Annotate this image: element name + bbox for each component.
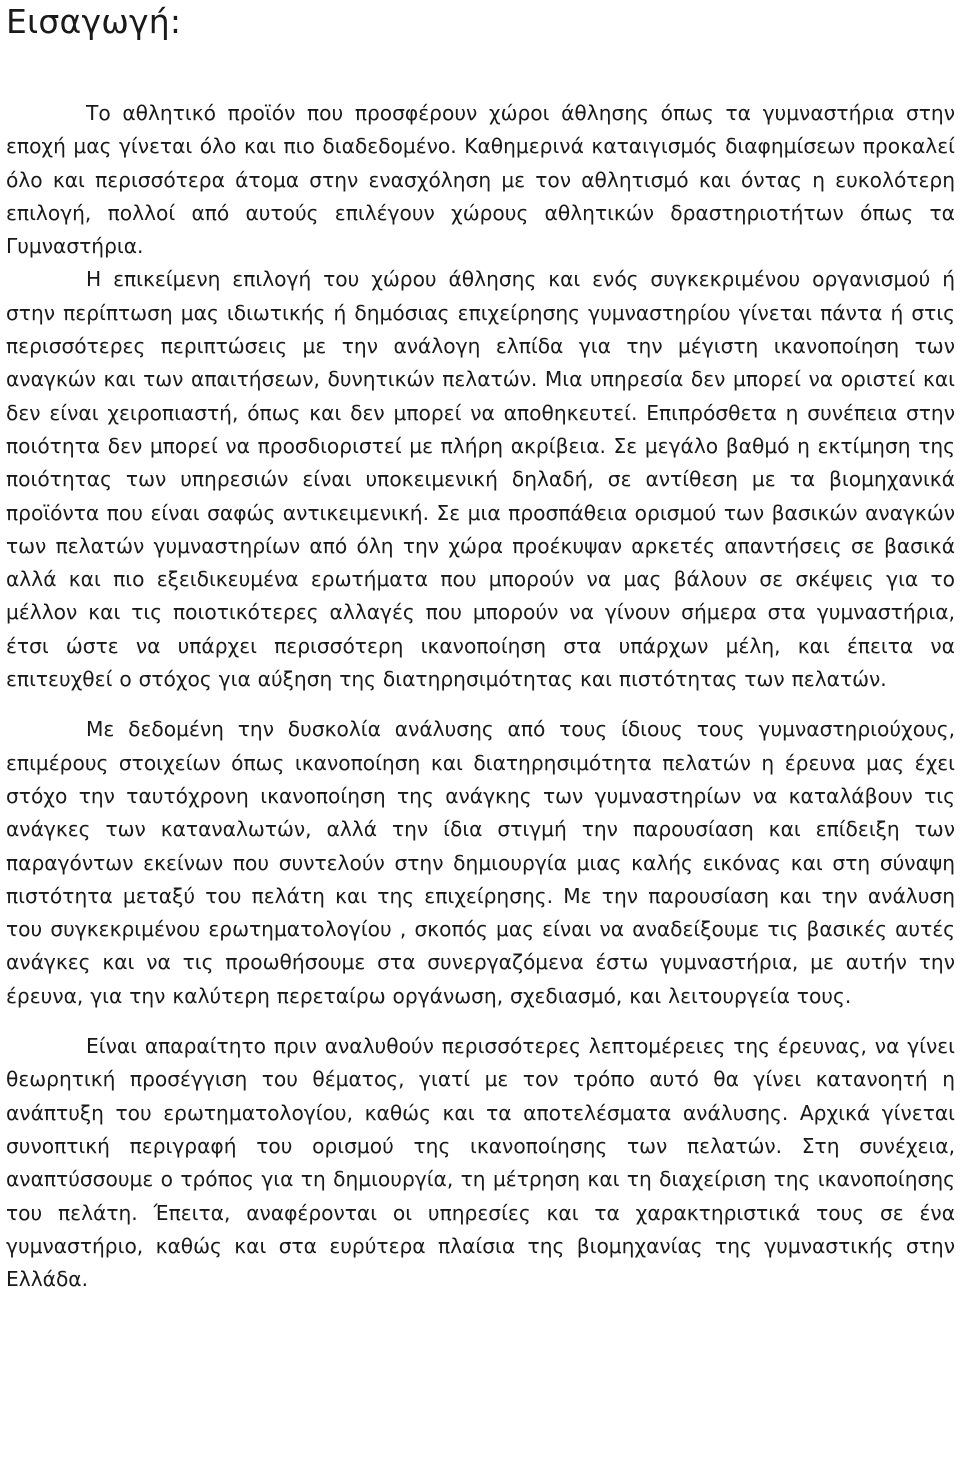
paragraph-2: Η επικείμενη επιλογή του χώρου άθλησης και ενός συγκεκριμένου οργανισμού ή στην περίπτωση μας ιδιωτικής ή δημόσιας επιχείρησης γυμναστηρίου γίνεται πάντα ή στις περισσότερες περιπτώσεις με την ανάλογη ελπίδα για την μέγιστη ικανοποίηση των αναγκών και των απαιτήσεων, δυνητικών πελατών. Μια υπηρεσία δεν μπορεί να οριστεί και δεν είναι χειροπιαστή, όπως και δεν μπορεί να αποθηκευτεί. Επιπρόσθετα η συνέπεια στην ποιότητα δεν μπορεί να προσδιοριστεί με πλήρη ακρίβεια. Σε μεγάλο βαθμό η εκτίμηση της ποιότητας των υπηρεσιών είναι υποκειμενική δηλαδή, σε αντίθεση με τα βιομηχανικά προϊόντα που είναι σαφώς αντικειμενική. Σε μια προσπάθεια ορισμού των βασικών αναγκών των πελατών γυμναστηρίων από όλη την χώρα προέκυψαν αρκετές απαντήσεις σε βασικά αλλά και πιο εξειδικευμένα ερωτήματα που μπορούν να μας βάλουν σε σκέψεις για το μέλλον και τις ποιοτικότερες αλλαγές που μπορούν να γίνουν σήμερα στα γυμναστήρια, έτσι ώστε να υπάρχει περισσότερη ικανοποίηση στα υπάρχων μέλη, και έπειτα να επιτευχθεί ο στόχος για αύξηση της διατηρησιμότητας και πιστότητας των πελατών. bbox=[6, 267, 955, 692]
paragraph-4: Είναι απαραίτητο πριν αναλυθούν περισσότερες λεπτομέρειες της έρευνας, να γίνει θεωρητική προσέγγιση του θέματος, γιατί με τον τρόπο αυτό θα γίνει κατανοητή η ανάπτυξη του ερωτηματολογίου, καθώς και τα αποτελέσματα ανάλυσης. Αρχικά γίνεται συνοπτική περιγραφή του ορισμού της ικανοποίησης των πελατών. Στη συνέχεια, αναπτύσσουμε ο τρόπος για τη δημιουργία, τη μέτρηση και τη διαχείριση της ικανοποίησης του πελάτη. Έπειτα, αναφέρονται οι υπηρεσίες και τα χαρακτηριστικά τους σε ένα γυμναστήριο, καθώς και στα ευρύτερα πλαίσια της βιομηχανίας της γυμναστικής στην Ελλάδα. bbox=[6, 1034, 955, 1292]
document-page bbox=[6, 0, 955, 1296]
page-title: Εισαγωγή: bbox=[6, 2, 182, 41]
paragraph-1: Το αθλητικό προϊόν που προσφέρουν χώροι άθλησης όπως τα γυμναστήρια στην εποχή μας γίνεται όλο και πιο διαδεδομένο. Καθημερινά καταιγισμός διαφημίσεων προκαλεί όλο και περισσότερα άτομα στην ενασχόληση με τον αθλητισμό και όντας η ευκολότερη επιλογή, πολλοί από αυτούς επιλέγουν χώρους αθλητικών δραστηριοτήτων όπως τα Γυμναστήρια. bbox=[6, 101, 955, 259]
paragraph-3: Με δεδομένη την δυσκολία ανάλυσης από τους ίδιους τους γυμναστηριούχους, επιμέρους στοιχείων όπως ικανοποίηση και διατηρησιμότητα πελατών η έρευνα μας έχει στόχο την ταυτόχρονη ικανοποίηση της ανάγκης των γυμναστηρίων να καταλάβουν τις ανάγκες των καταναλωτών, αλλά την ίδια στιγμή την παρουσίαση και επίδειξη των παραγόντων εκείνων που συντελούν στην δημιουργία μιας καλής εικόνας και στη σύναψη πιστότητα μεταξύ του πελάτη και της επιχείρησης. Με την παρουσίαση και την ανάλυση του συγκεκριμένου ερωτηματολογίου , σκοπός μας είναι να αναδείξουμε τις βασικές αυτές ανάγκες και να τις προωθήσουμε στα συνεργαζόμενα έστω γυμναστήρια, με αυτήν την έρευνα, για την καλύτερη περεταίρω οργάνωση, σχεδιασμό, και λειτουργεία τους. bbox=[6, 717, 955, 1008]
